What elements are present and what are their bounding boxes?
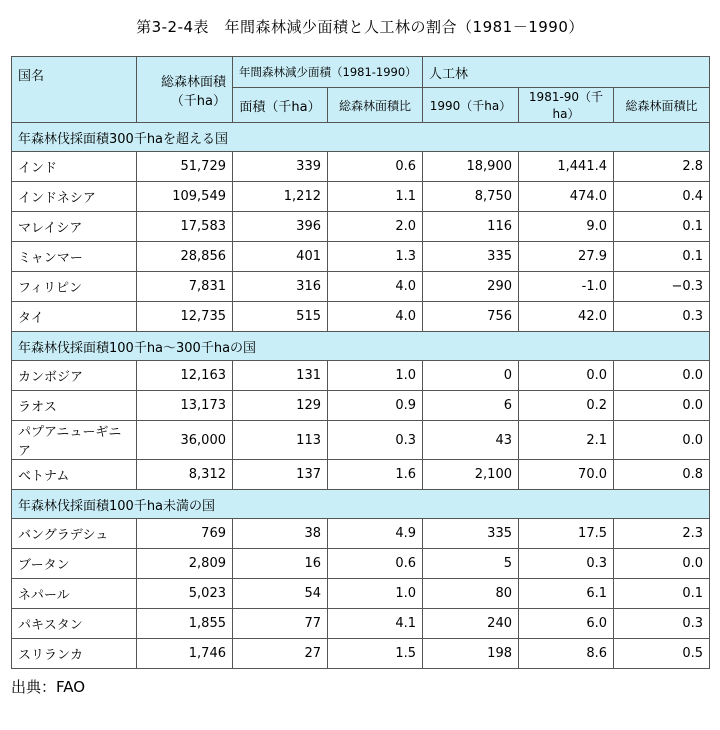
cell-country: バングラデシュ [12, 519, 137, 549]
cell-plant-ratio: 0.0 [614, 361, 710, 391]
table-row [12, 639, 710, 669]
cell-plant-ratio: −0.3 [614, 272, 710, 302]
group-label: 年森林伐採面積100千ha～300千haの国 [12, 332, 710, 361]
table-row [12, 421, 710, 460]
cell-plant-ratio: 0.3 [614, 609, 710, 639]
group-header-row [12, 490, 710, 519]
table-row [12, 242, 710, 272]
table-body [12, 123, 710, 669]
cell-total: 17,583 [137, 212, 233, 242]
header-total-forest-line1: 総森林面積 [160, 74, 226, 90]
cell-plant-8190: 42.0 [519, 302, 614, 332]
cell-def-ratio: 1.0 [328, 361, 423, 391]
cell-def-area: 16 [233, 549, 328, 579]
cell-def-area: 129 [233, 391, 328, 421]
cell-def-area: 396 [233, 212, 328, 242]
cell-country: ラオス [12, 391, 137, 421]
cell-total: 36,000 [137, 421, 233, 460]
cell-country: マレイシア [12, 212, 137, 242]
cell-plant-1990: 335 [423, 519, 519, 549]
group-label: 年森林伐採面積300千haを超える国 [12, 123, 710, 152]
cell-def-ratio: 1.5 [328, 639, 423, 669]
cell-plant-1990: 240 [423, 609, 519, 639]
cell-country: インドネシア [12, 182, 137, 212]
cell-def-area: 1,212 [233, 182, 328, 212]
cell-def-ratio: 1.0 [328, 579, 423, 609]
header-plantation-group: 人工林 [423, 57, 710, 88]
cell-def-ratio: 1.6 [328, 460, 423, 490]
cell-def-ratio: 4.9 [328, 519, 423, 549]
cell-plant-1990: 80 [423, 579, 519, 609]
cell-plant-ratio: 0.5 [614, 639, 710, 669]
cell-plant-1990: 0 [423, 361, 519, 391]
table-row [12, 519, 710, 549]
cell-total: 2,809 [137, 549, 233, 579]
cell-plant-ratio: 2.8 [614, 152, 710, 182]
group-label: 年森林伐採面積100千ha未満の国 [12, 490, 710, 519]
cell-def-area: 515 [233, 302, 328, 332]
cell-def-ratio: 4.0 [328, 272, 423, 302]
cell-country: ネパール [12, 579, 137, 609]
cell-def-ratio: 4.0 [328, 302, 423, 332]
cell-total: 51,729 [137, 152, 233, 182]
cell-plant-ratio: 2.3 [614, 519, 710, 549]
group-header-row [12, 123, 710, 152]
cell-total: 5,023 [137, 579, 233, 609]
cell-plant-8190: 0.2 [519, 391, 614, 421]
table-row [12, 182, 710, 212]
cell-country: フィリピン [12, 272, 137, 302]
cell-def-area: 316 [233, 272, 328, 302]
cell-def-ratio: 0.6 [328, 549, 423, 579]
cell-plant-8190: 474.0 [519, 182, 614, 212]
cell-plant-ratio: 0.4 [614, 182, 710, 212]
header-total-forest [137, 57, 233, 123]
cell-def-area: 401 [233, 242, 328, 272]
header-plant-ratio: 総森林面積比 [614, 88, 710, 123]
cell-plant-8190: 1,441.4 [519, 152, 614, 182]
cell-total: 1,855 [137, 609, 233, 639]
cell-def-area: 131 [233, 361, 328, 391]
cell-plant-ratio: 0.0 [614, 549, 710, 579]
cell-total: 109,549 [137, 182, 233, 212]
cell-def-area: 137 [233, 460, 328, 490]
cell-def-area: 54 [233, 579, 328, 609]
cell-plant-8190: 0.0 [519, 361, 614, 391]
table-row [12, 549, 710, 579]
cell-country: ブータン [12, 549, 137, 579]
cell-plant-ratio: 0.8 [614, 460, 710, 490]
cell-plant-8190: 8.6 [519, 639, 614, 669]
cell-total: 769 [137, 519, 233, 549]
cell-plant-1990: 5 [423, 549, 519, 579]
cell-plant-1990: 290 [423, 272, 519, 302]
cell-total: 13,173 [137, 391, 233, 421]
table-row [12, 460, 710, 490]
cell-total: 12,735 [137, 302, 233, 332]
cell-total: 8,312 [137, 460, 233, 490]
cell-total: 7,831 [137, 272, 233, 302]
cell-plant-ratio: 0.0 [614, 421, 710, 460]
cell-plant-ratio: 0.0 [614, 391, 710, 421]
source-note: 出典：FAO [11, 678, 86, 696]
cell-def-ratio: 0.9 [328, 391, 423, 421]
cell-def-ratio: 1.1 [328, 182, 423, 212]
cell-plant-ratio: 0.3 [614, 302, 710, 332]
cell-def-area: 113 [233, 421, 328, 460]
cell-plant-8190: -1.0 [519, 272, 614, 302]
cell-country: ベトナム [12, 460, 137, 490]
table-title: 第3-2-4表 年間森林減少面積と人工林の割合（1981－1990） [136, 18, 584, 36]
cell-def-area: 339 [233, 152, 328, 182]
table-header [12, 57, 710, 123]
cell-country: パキスタン [12, 609, 137, 639]
cell-plant-8190: 27.9 [519, 242, 614, 272]
cell-plant-8190: 0.3 [519, 549, 614, 579]
table-row [12, 361, 710, 391]
cell-def-ratio: 0.3 [328, 421, 423, 460]
table-row [12, 579, 710, 609]
cell-plant-1990: 116 [423, 212, 519, 242]
cell-def-ratio: 1.3 [328, 242, 423, 272]
cell-country: インド [12, 152, 137, 182]
cell-plant-1990: 2,100 [423, 460, 519, 490]
cell-def-area: 38 [233, 519, 328, 549]
cell-plant-1990: 756 [423, 302, 519, 332]
cell-country: スリランカ [12, 639, 137, 669]
cell-def-ratio: 2.0 [328, 212, 423, 242]
cell-total: 1,746 [137, 639, 233, 669]
table-row [12, 391, 710, 421]
forest-table [11, 56, 710, 669]
header-plant-8190: 1981-90（千ha） [519, 88, 614, 123]
cell-plant-8190: 9.0 [519, 212, 614, 242]
cell-total: 12,163 [137, 361, 233, 391]
table-row [12, 272, 710, 302]
cell-plant-1990: 43 [423, 421, 519, 460]
cell-plant-1990: 6 [423, 391, 519, 421]
cell-country: ミャンマー [12, 242, 137, 272]
header-country: 国名 [12, 57, 137, 123]
cell-plant-8190: 2.1 [519, 421, 614, 460]
cell-def-ratio: 0.6 [328, 152, 423, 182]
header-def-ratio: 総森林面積比 [328, 88, 423, 123]
cell-plant-8190: 17.5 [519, 519, 614, 549]
cell-plant-1990: 18,900 [423, 152, 519, 182]
cell-plant-1990: 198 [423, 639, 519, 669]
cell-country: タイ [12, 302, 137, 332]
cell-plant-8190: 6.1 [519, 579, 614, 609]
table-row [12, 152, 710, 182]
cell-country: パプアニューギニア [12, 421, 137, 460]
table-row [12, 302, 710, 332]
header-def-area: 面積（千ha） [233, 88, 328, 123]
header-plant-1990: 1990（千ha） [423, 88, 519, 123]
header-deforestation-group: 年間森林減少面積（1981-1990） [233, 57, 423, 88]
cell-total: 28,856 [137, 242, 233, 272]
group-header-row [12, 332, 710, 361]
cell-plant-1990: 8,750 [423, 182, 519, 212]
table-row [12, 609, 710, 639]
cell-plant-8190: 6.0 [519, 609, 614, 639]
table-row [12, 212, 710, 242]
cell-plant-ratio: 0.1 [614, 212, 710, 242]
cell-plant-ratio: 0.1 [614, 242, 710, 272]
cell-country: カンボジア [12, 361, 137, 391]
cell-plant-ratio: 0.1 [614, 579, 710, 609]
cell-def-ratio: 4.1 [328, 609, 423, 639]
cell-plant-8190: 70.0 [519, 460, 614, 490]
cell-def-area: 77 [233, 609, 328, 639]
cell-plant-1990: 335 [423, 242, 519, 272]
cell-def-area: 27 [233, 639, 328, 669]
header-total-forest-line2: （千ha） [170, 93, 226, 109]
